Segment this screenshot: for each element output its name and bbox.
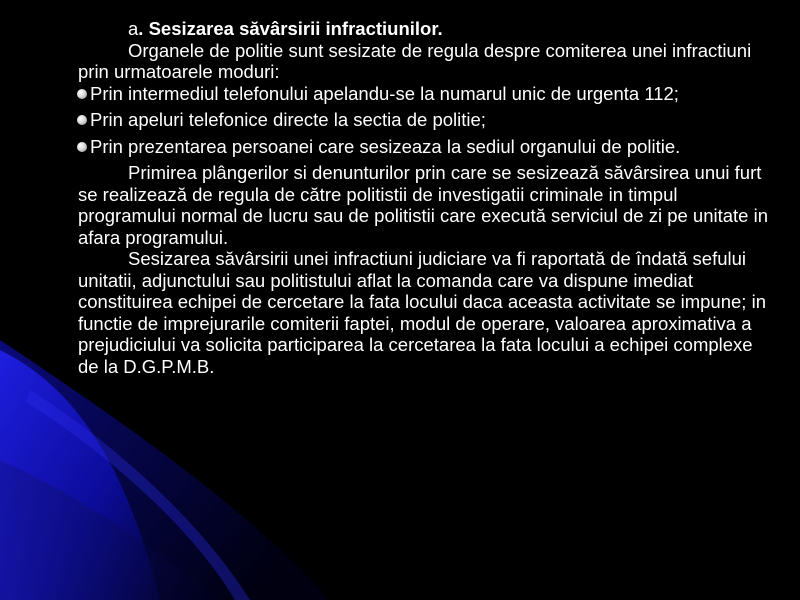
heading-prefix: a bbox=[128, 18, 139, 39]
bullet-icon bbox=[77, 115, 87, 125]
slide-heading bbox=[78, 18, 778, 40]
body-paragraph-2: Sesizarea săvârsirii unei infractiuni judiciare va fi raportată de îndată sefului unitatii, adjunctului sau politistului aflat la comanda care va dispune imediat constituirea echipei de cercetare la fata locului daca aceasta activitate se impune; in functie de imprejurarile comiterii faptei, modul de operare, valoarea aproximativa a prejudiciului va solicita participarea la cercetarea la fata locului a echipei complexe de la D.G.P.M.B. bbox=[78, 248, 766, 377]
bullet-text: Prin prezentarea persoanei care sesizeaza la sediul organului de politie. bbox=[90, 135, 681, 157]
bullet-item bbox=[66, 83, 766, 105]
intro-paragraph: Organele de politie sunt sesizate de regula despre comiterea unei infractiuni prin urmatoarele moduri: bbox=[78, 39, 752, 82]
bullet-item bbox=[66, 109, 766, 131]
slide-content bbox=[78, 18, 778, 377]
body-paragraph-1: Primirea plângerilor si denunturilor prin care se sesizează săvârsirea unui furt se realizează de regula de către politistii de investigatii criminale in timpul programului normal de lucru sau de politistii care execută serviciul de zi pe unitate in afara programului. bbox=[78, 162, 768, 248]
bullet-item bbox=[66, 136, 766, 158]
heading-title: . Sesizarea săvârsirii infractiunilor. bbox=[138, 18, 443, 39]
bullet-list bbox=[66, 83, 766, 158]
bullet-text: Prin apeluri telefonice directe la sectia de politie; bbox=[90, 109, 486, 130]
bullet-text: Prin intermediul telefonului apelandu-se la numarul unic de urgenta 112; bbox=[90, 82, 679, 104]
bullet-icon bbox=[77, 142, 87, 152]
bullet-icon bbox=[77, 89, 87, 99]
